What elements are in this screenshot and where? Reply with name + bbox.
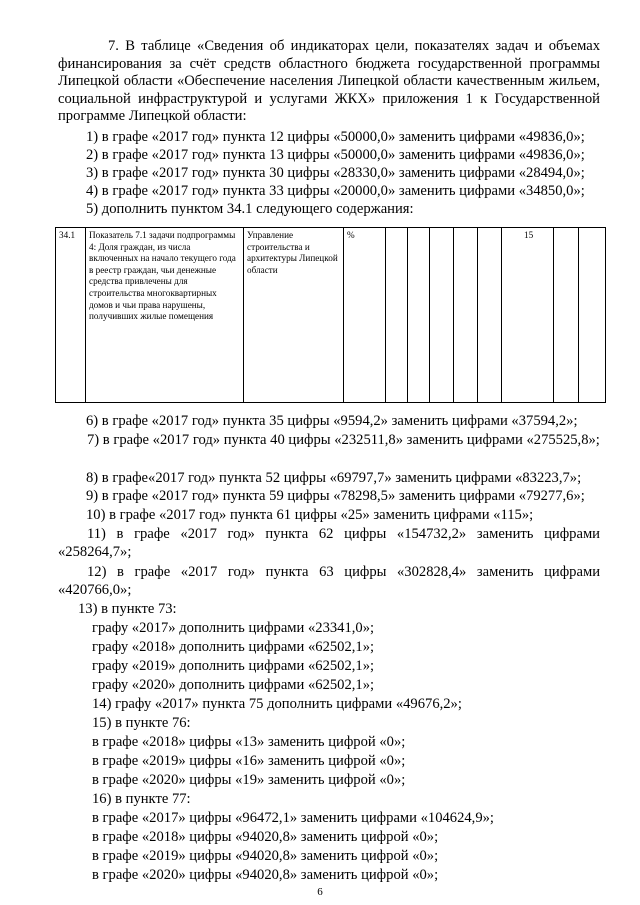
empty-cell [579, 228, 606, 403]
empty-cell [554, 228, 579, 403]
item-15-line: в графе «2019» цифры «16» заменить цифрой «0»; [92, 753, 406, 769]
item-15-line: в графе «2018» цифры «13» заменить цифрой «0»; [92, 734, 406, 750]
amendment-item-10: 10) в графе «2017 год» пункта 61 цифры «25» заменить цифрами «115»; [86, 507, 534, 523]
item-16-line: в графе «2019» цифры «94020,8» заменить цифрой «0»; [92, 848, 439, 864]
amendment-item-4: 4) в графе «2017 год» пункта 33 цифры «20000,0» заменить цифрами «34850,0»; [86, 183, 585, 199]
empty-cell [478, 228, 502, 403]
empty-cell [454, 228, 478, 403]
amendment-item-2: 2) в графе «2017 год» пункта 13 цифры «50000,0» заменить цифрами «49836,0»; [86, 147, 585, 163]
empty-cell [386, 228, 408, 403]
item-16-line: в графе «2017» цифры «96472,1» заменить цифрами «104624,9»; [92, 810, 494, 826]
item-13-line: графу «2018» дополнить цифрами «62502,1»; [92, 639, 375, 655]
value-2017-cell: 15 [502, 228, 554, 403]
amendment-item-8: 8) в графе«2017 год» пункта 52 цифры «69797,7» заменить цифрами «83223,7»; [86, 470, 582, 486]
inserted-table-row-34-1 [55, 227, 606, 403]
amendment-item-15-head: 15) в пункте 76: [92, 715, 191, 731]
page-number: 6 [317, 886, 323, 898]
row-number-cell: 34.1 [56, 228, 86, 403]
indicator-name-cell: Показатель 7.1 задачи подпрограммы 4: Доля граждан, из числа включенных на начало текущего года в реестр граждан, чьи денежные средства привлечены для строительства многоквартирных домов и чьи права нарушены, получивших жилые помещения [86, 228, 244, 403]
amendment-item-12: 12) в графе «2017 год» пункта 63 цифры «302828,4» заменить цифрами «420766,0»; [58, 564, 600, 599]
item-15-line: в графе «2020» цифры «19» заменить цифрой «0»; [92, 772, 406, 788]
item-13-line: графу «2019» дополнить цифрами «62502,1»; [92, 658, 375, 674]
empty-cell [408, 228, 430, 403]
amendment-item-1: 1) в графе «2017 год» пункта 12 цифры «50000,0» заменить цифрами «49836,0»; [86, 129, 585, 145]
amendment-item-16-head: 16) в пункте 77: [92, 791, 191, 807]
unit-cell: % [344, 228, 386, 403]
intro-paragraph: 7. В таблице «Сведения об индикаторах цели, показателях задач и объемах финансирования за счёт средств областного бюджета государственной программы Липецкой области «Обеспечение населения Липецкой области качественным жильем, социальной инфраструктурой и услугами ЖКХ» приложения 1 к Государственной программе Липецкой области: [58, 38, 600, 125]
amendment-item-7: 7) в графе «2017 год» пункта 40 цифры «232511,8» заменить цифрами «275525,8»; [87, 432, 600, 448]
empty-cell [430, 228, 454, 403]
amendment-item-14: 14) графу «2017» пункта 75 дополнить цифрами «49676,2»; [92, 696, 462, 712]
item-13-line: графу «2020» дополнить цифрами «62502,1»; [92, 677, 375, 693]
item-13-line: графу «2017» дополнить цифрами «23341,0»; [92, 620, 375, 636]
amendment-item-11: 11) в графе «2017 год» пункта 62 цифры «154732,2» заменить цифрами «258264,7»; [58, 526, 600, 561]
amendment-item-9: 9) в графе «2017 год» пункта 59 цифры «78298,5» заменить цифрами «79277,6»; [86, 488, 585, 504]
amendment-item-3: 3) в графе «2017 год» пункта 30 цифры «28330,0» заменить цифрами «28494,0»; [86, 165, 585, 181]
amendment-item-5: 5) дополнить пунктом 34.1 следующего содержания: [86, 201, 414, 217]
amendment-item-13-head: 13) в пункте 73: [78, 601, 177, 617]
item-16-line: в графе «2020» цифры «94020,8» заменить цифрой «0»; [92, 867, 439, 883]
amendment-item-6: 6) в графе «2017 год» пункта 35 цифры «9594,2» заменить цифрами «37594,2»; [86, 413, 578, 429]
item-16-line: в графе «2018» цифры «94020,8» заменить цифрой «0»; [92, 829, 439, 845]
executor-cell: Управление строительства и архитектуры Липецкой области [244, 228, 344, 403]
